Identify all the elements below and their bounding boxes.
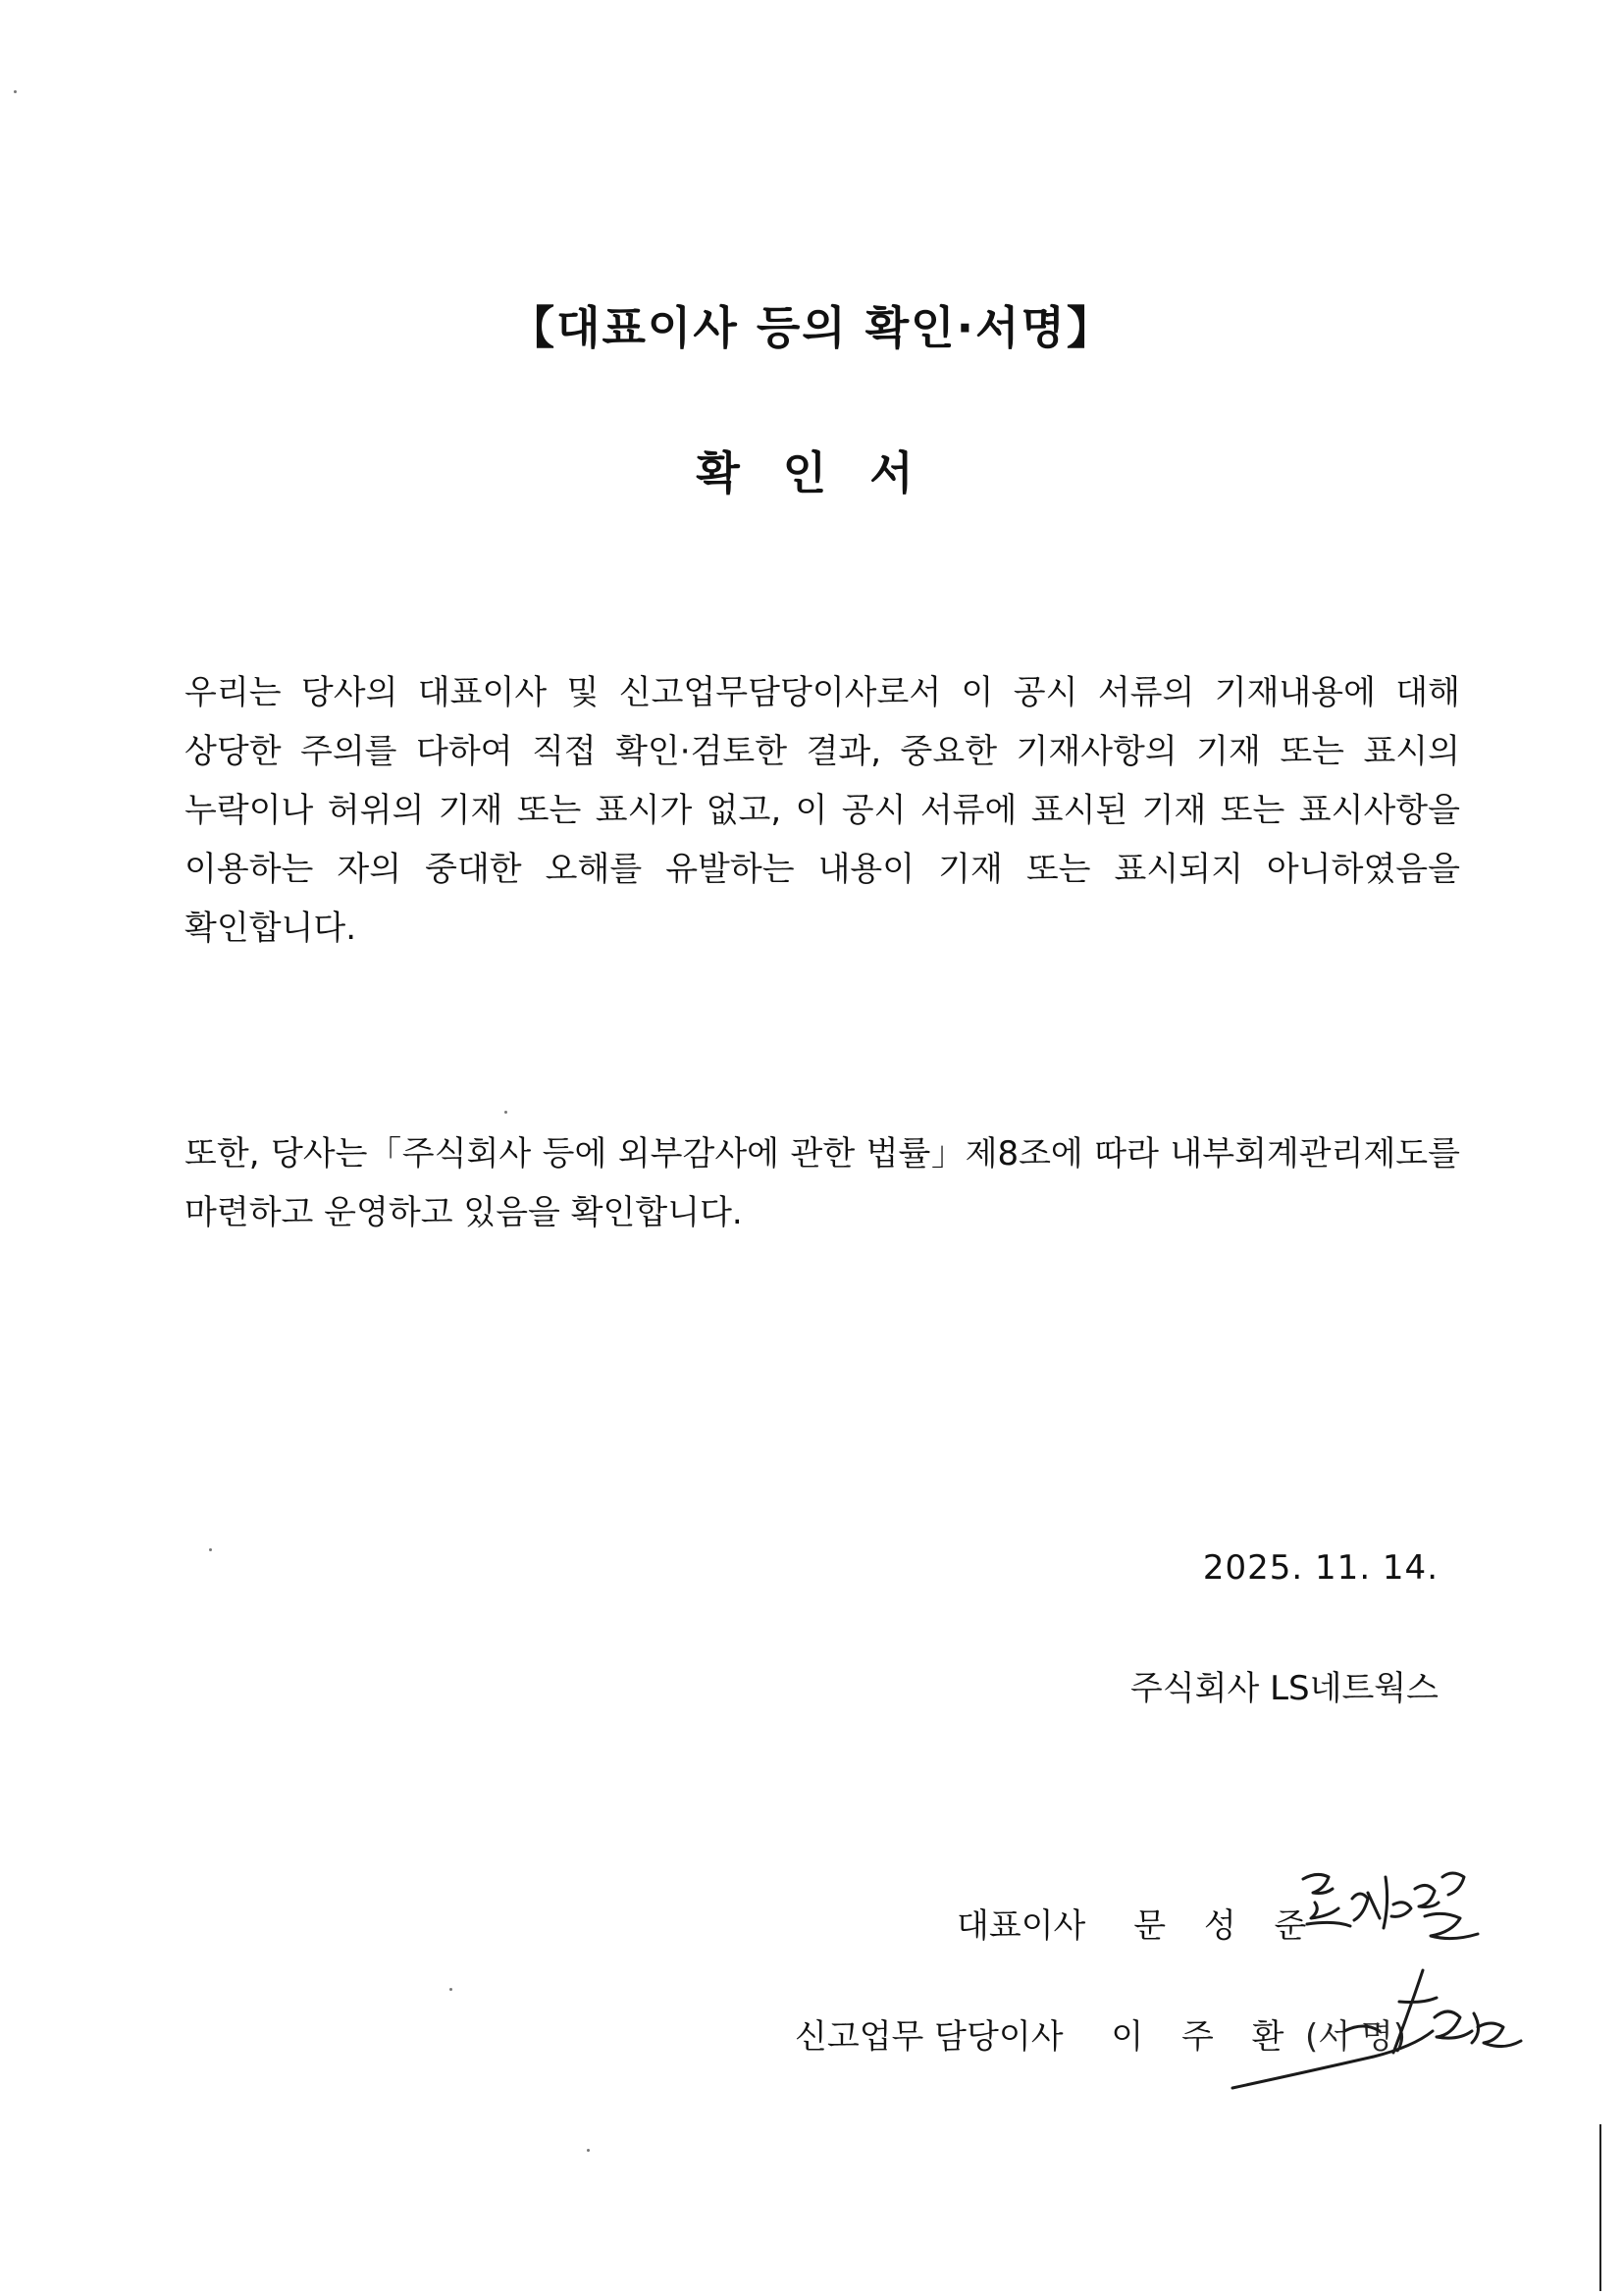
scan-speck	[14, 90, 17, 93]
scan-speck	[209, 1548, 212, 1551]
scan-edge-line	[1599, 2124, 1601, 2291]
scan-speck	[587, 2149, 590, 2152]
signatory-ceo	[957, 1899, 1320, 1947]
officer-signature	[1227, 1962, 1531, 2100]
signatory-role: 대표이사	[957, 1906, 1086, 1946]
document-date: 2025. 11. 14.	[1202, 1548, 1439, 1588]
ceo-signature	[1295, 1859, 1492, 1967]
confirmation-paragraph: 우리는 당사의 대표이사 및 신고업무담당이사로서 이 공시 서류의 기재내용에 대해 상당한 주의를 다하여 직접 확인·검토한 결과, 중요한 기재사항의 기재 또는 표시의 누락이나 허위의 기재 또는 표시가 없고, 이 공시 서류에 표시된 기재 또는 표시사항을 이용하는 자의 중대한 오해를 유발하는 내용이 기재 또는 표시되지 아니하였음을 확인합니다.	[184, 673, 1460, 948]
signatory-role: 신고업무 담당이사	[795, 2017, 1064, 2057]
document-heading: 【대표이사 등의 확인·서명】	[509, 301, 1114, 354]
signatory-disclosure-officer	[795, 2009, 1298, 2058]
scan-speck	[504, 1111, 507, 1114]
signatory-name: 이 주 환	[1111, 2017, 1298, 2057]
signatory-name: 문 성 준	[1133, 1906, 1321, 1946]
internal-control-paragraph: 또한, 당사는「주식회사 등에 외부감사에 관한 법률」제8조에 따라 내부회계관리제도를 마련하고 운영하고 있음을 확인합니다.	[184, 1134, 1460, 1232]
company-name: 주식회사 LS네트웍스	[1129, 1669, 1439, 1708]
signature-placeholder: (서 명)	[1305, 2017, 1407, 2057]
scan-speck	[449, 1988, 452, 1991]
document-subheading: 확 인 서	[696, 446, 927, 499]
